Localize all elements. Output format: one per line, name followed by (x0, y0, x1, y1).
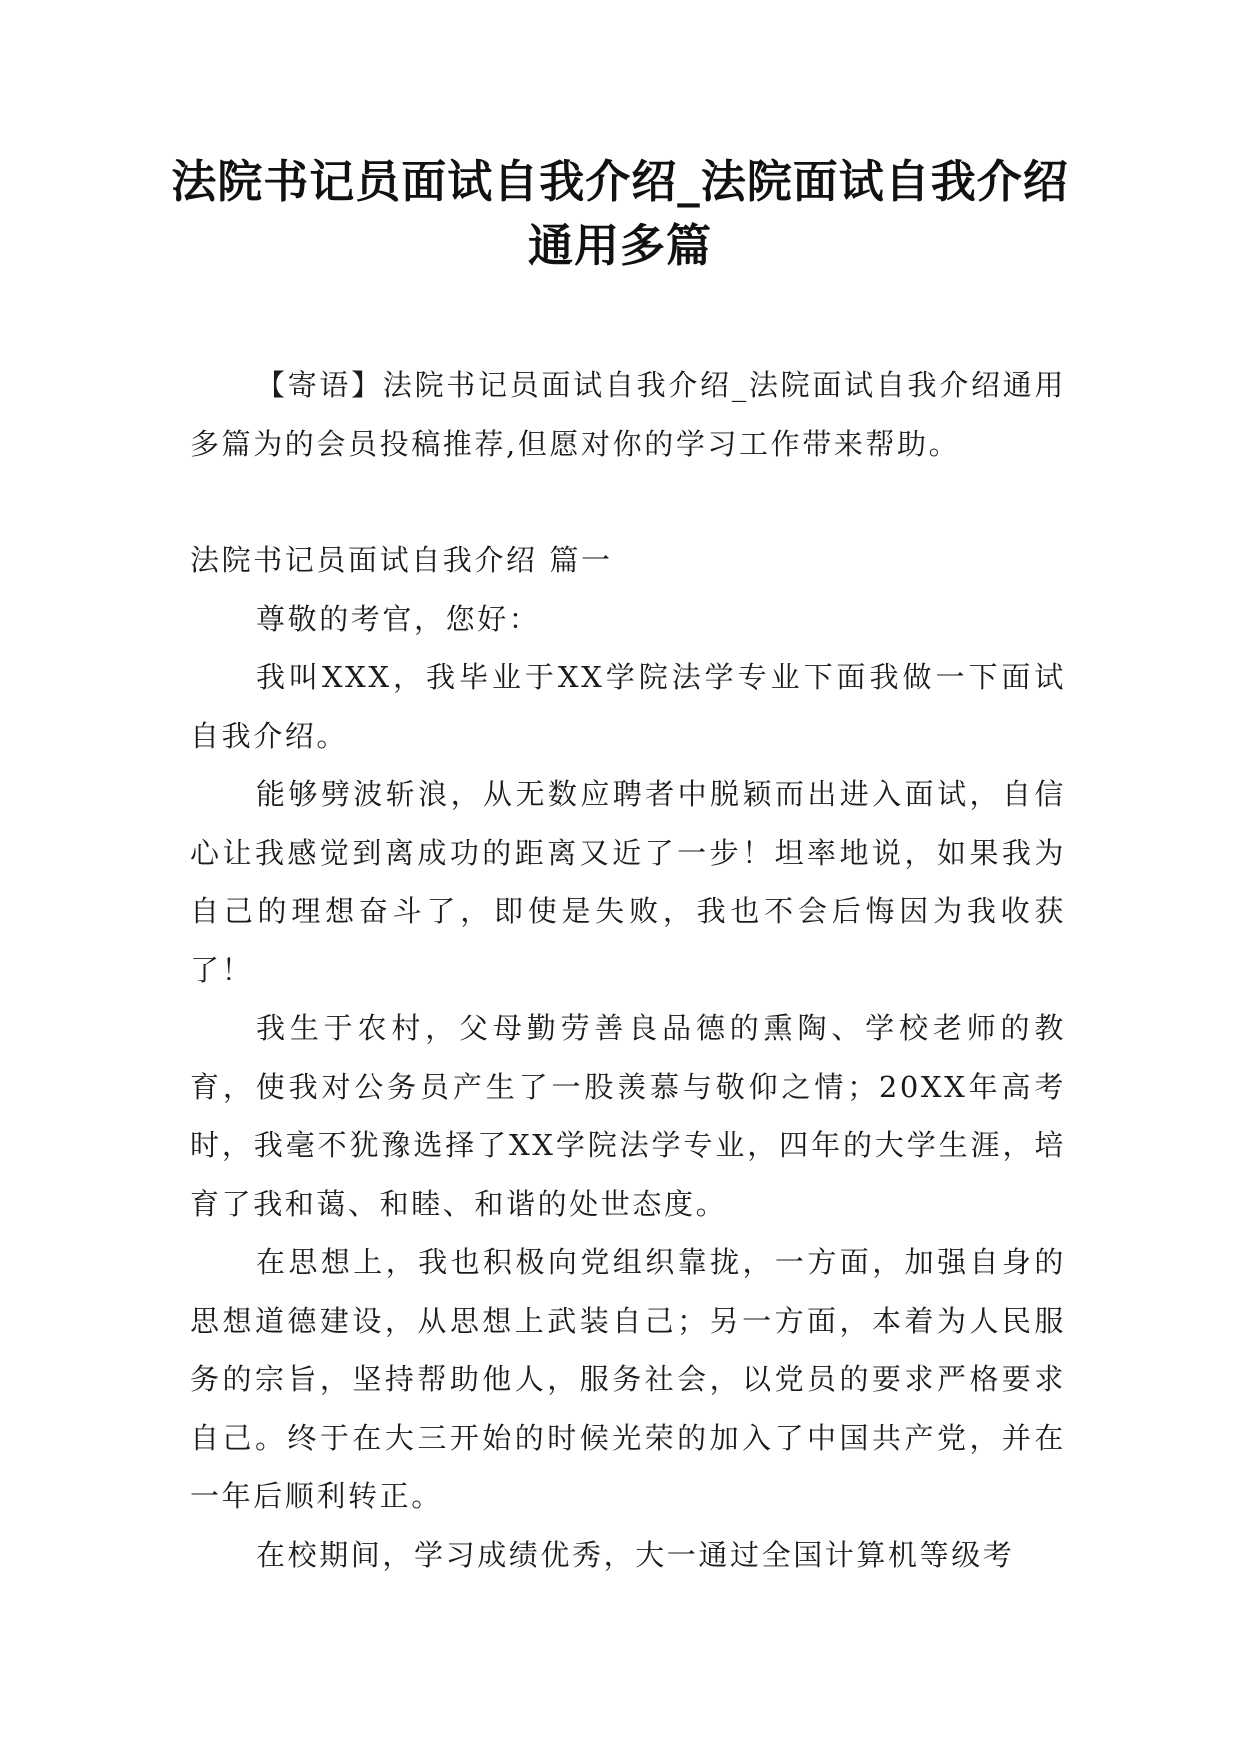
body-paragraph-2: 能够劈波斩浪，从无数应聘者中脱颖而出进入面试，自信心让我感觉到离成功的距离又近了一步！坦率地说，如果我为自己的理想奋斗了，即使是失败，我也不会后悔因为我收获了！ (190, 777, 1066, 987)
document-body (190, 356, 1066, 1584)
body-paragraph-3: 我生于农村，父母勤劳善良品德的熏陶、学校老师的教育，使我对公务员产生了一股羡慕与敬仰之情；20XX年高考时，我毫不犹豫选择了XX学院法学专业，四年的大学生涯，培育了我和蔼、和睦、和谐的处世态度。 (190, 1011, 1066, 1221)
intro-paragraph: 【寄语】法院书记员面试自我介绍_法院面试自我介绍通用多篇为的会员投稿推荐,但愿对你的学习工作带来帮助。 (190, 368, 1066, 461)
body-paragraph-4: 在思想上，我也积极向党组织靠拢，一方面，加强自身的思想道德建设，从思想上武装自己；另一方面，本着为人民服务的宗旨，坚持帮助他人，服务社会，以党员的要求严格要求自己。终于在大三开始的时候光荣的加入了中国共产党，并在一年后顺利转正。 (190, 1245, 1066, 1513)
body-paragraph-5: 在校期间，学习成绩优秀，大一通过全国计算机等级考 (256, 1537, 1015, 1572)
body-paragraph-1: 我叫XXX，我毕业于XX学院法学专业下面我做一下面试自我介绍。 (190, 660, 1066, 753)
section-heading: 法院书记员面试自我介绍 篇一 (190, 543, 613, 577)
document-title: 法院书记员面试自我介绍_法院面试自我介绍通用多篇 (171, 155, 1069, 272)
greeting-paragraph: 尊敬的考官，您好： (256, 601, 541, 636)
